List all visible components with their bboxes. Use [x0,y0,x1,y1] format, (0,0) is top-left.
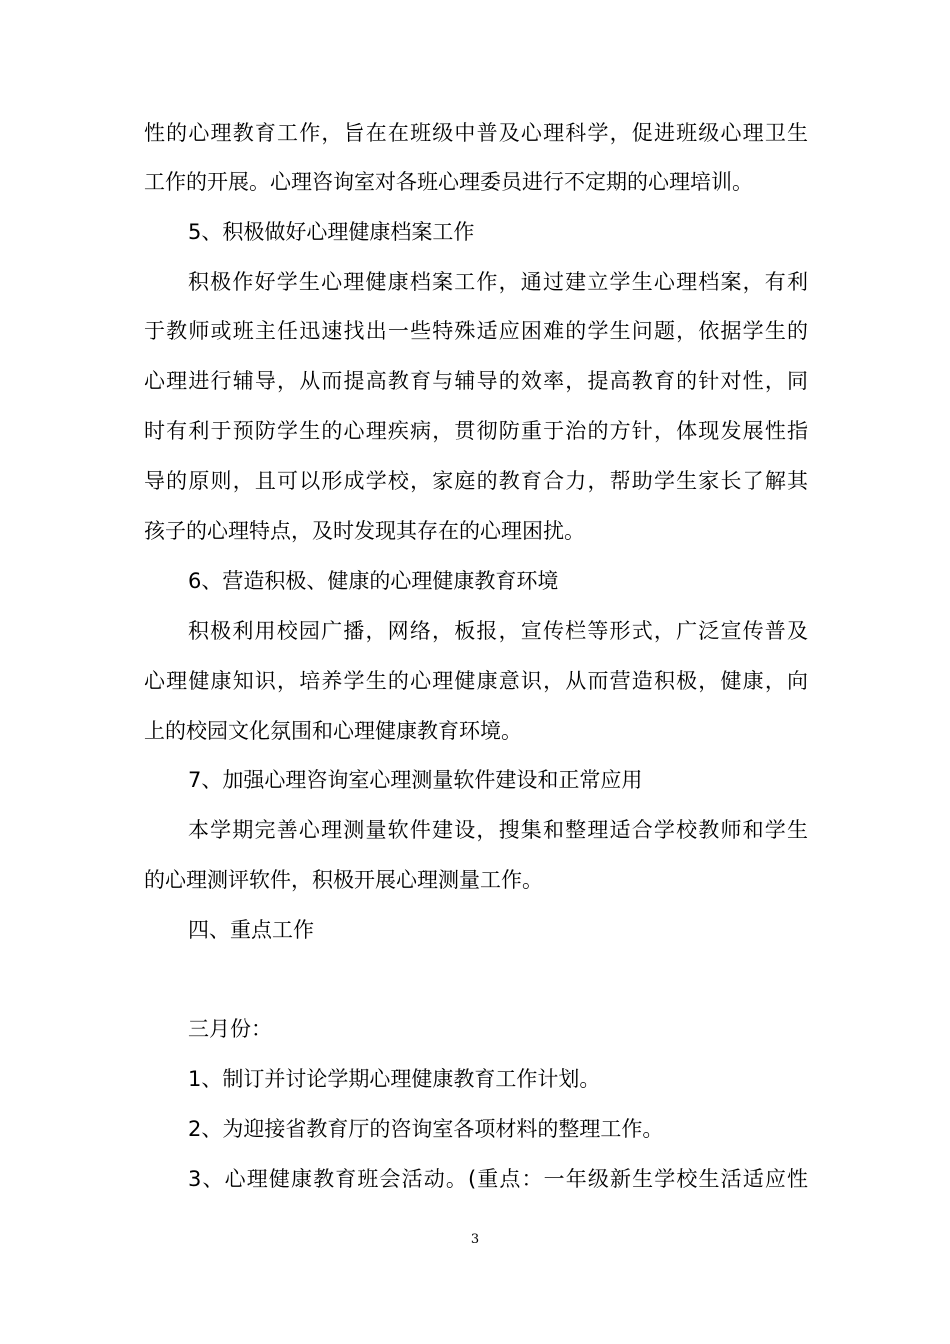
paragraph-line: 心理进行辅导，从而提高教育与辅导的效率，提高教育的针对性，同 [144,369,808,393]
paragraph-line: 心理健康知识，培养学生的心理健康意识，从而营造积极，健康，向 [144,669,808,693]
paragraph-line: 的心理测评软件，积极开展心理测量工作。 [144,868,543,892]
paragraph-line: 孩子的心理特点，及时发现其存在的心理困扰。 [144,519,585,543]
page-number: 3 [470,1232,480,1247]
paragraph-line: 导的原则，且可以形成学校，家庭的教育合力，帮助学生家长了解其 [144,469,808,493]
section-heading: 四、重点工作 [188,918,314,942]
section-heading: 6、营造积极、健康的心理健康教育环境 [188,569,559,593]
section-heading: 7、加强心理咨询室心理测量软件建设和正常应用 [188,768,643,792]
paragraph-line: 性的心理教育工作，旨在在班级中普及心理科学，促进班级心理卫生 [144,121,808,145]
paragraph-line: 时有利于预防学生的心理疾病，贯彻防重于治的方针，体现发展性指 [144,419,808,443]
list-item: 1、制订并讨论学期心理健康教育工作计划。 [188,1067,601,1091]
section-heading: 5、积极做好心理健康档案工作 [188,220,475,244]
paragraph-line: 工作的开展。心理咨询室对各班心理委员进行不定期的心理培训。 [144,170,753,194]
paragraph-line: 于教师或班主任迅速找出一些特殊适应困难的学生问题，依据学生的 [144,319,808,343]
list-item: 3、心理健康教育班会活动。(重点：一年级新生学校生活适应性 [188,1167,808,1191]
month-heading: 三月份： [188,1017,272,1041]
list-item: 2、为迎接省教育厅的咨询室各项材料的整理工作。 [188,1117,664,1141]
paragraph-line: 上的校园文化氛围和心理健康教育环境。 [144,719,522,743]
paragraph-line: 积极作好学生心理健康档案工作，通过建立学生心理档案，有利 [188,270,808,294]
paragraph-line: 积极利用校园广播，网络，板报，宣传栏等形式，广泛宣传普及 [188,619,808,643]
paragraph-line: 本学期完善心理测量软件建设，搜集和整理适合学校教师和学生 [188,818,808,842]
